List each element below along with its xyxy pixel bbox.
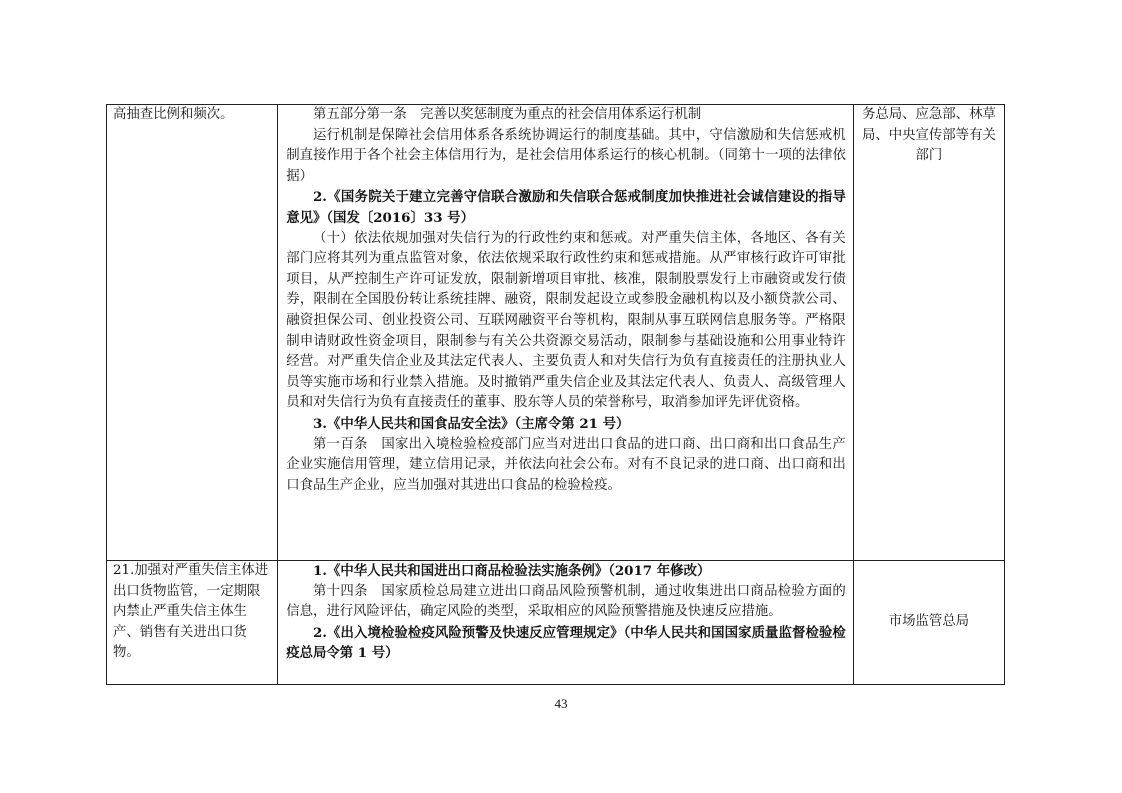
basis-paragraph: 第五部分第一条 完善以奖惩制度为重点的社会信用体系运行机制 [312, 107, 702, 122]
basis-paragraph: 第一百条 国家出入境检验检疫部门应当对进出口食品的进口商、出口商和出口食品生产企业实施信用管理，建立信用记录，并依法向社会公布。对有不良记录的进口商、出口商和出口食品生产企业，应当加强对其进出口食品的检验检疫。 [286, 436, 846, 493]
basis-paragraph: 第十四条 国家质检总局建立进出口商品风险预警机制，通过收集进出口商品检验方面的信息，进行风险评估，确定风险的类型，采取相应的风险预警措施及快速反应措施。 [286, 583, 846, 620]
table-row [107, 561, 1005, 685]
measure-cell [107, 105, 278, 561]
measure-cell [107, 561, 278, 685]
basis-heading: 2.《国务院关于建立完善守信联合激励和失信联合惩戒制度加快推进社会诚信建设的指导意见》（国发〔2016〕33 号） [286, 189, 846, 226]
legal-basis-cell [278, 561, 854, 685]
department-cell [853, 105, 1004, 561]
table-row [107, 105, 1005, 561]
measure-text: 高抽查比例和频次。 [113, 107, 234, 122]
basis-paragraph: 运行机制是保障社会信用体系各系统协调运行的制度基础。其中，守信激励和失信惩戒机制直接作用于各个社会主体信用行为，是社会信用体系运行的核心机制。（同第十一项的法律依据） [286, 127, 846, 184]
legal-basis-cell [278, 105, 854, 561]
basis-heading: 3.《中华人民共和国食品安全法》（主席令第 21 号） [312, 415, 630, 432]
measure-text: 21.加强对严重失信主体进出口货物监管，一定期限内禁止严重失信主体生产、销售有关进出口货物。 [113, 563, 269, 661]
department-cell [853, 561, 1004, 685]
page-number: 43 [554, 696, 568, 711]
basis-heading: 1.《中华人民共和国进出口商品检验法实施条例》（2017 年修改） [312, 563, 711, 579]
basis-paragraph: （十）依法依规加强对失信行为的行政性约束和惩戒。对严重失信主体，各地区、各有关部门应将其列为重点监管对象，依法依规采取行政性约束和惩戒措施。从严审核行政许可审批项目，从严控制生产许可证发放，限制新增项目审批、核准，限制股票发行上市融资或发行债券，限制在全国股份转让系统挂牌、融资，限制发起设立或参股金融机构以及小额贷款公司、融资担保公司、创业投资公司、互联网融资平台等机构，限制从事互联网信息服务等。严格限制申请财政性资金项目，限制参与有关公共资源交易活动，限制参与基础设施和公用事业特许经营。对严重失信企业及其法定代表人、主要负责人和对失信行为负有直接责任的注册执业人员等实施市场和行业禁入措施。及时撤销严重失信企业及其法定代表人、负责人、高级管理人员和对失信行为负有直接责任的董事、股东等人员的荣誉称号，取消参加评先评优资格。 [286, 230, 846, 411]
department-text: 市场监管总局 [888, 614, 970, 630]
department-text: 务总局、应急部、林草局、中央宣传部等有关部门 [861, 107, 996, 164]
basis-heading: 2.《出入境检验检疫风险预警及快速反应管理规定》（中华人民共和国国家质量监督检验检疫总局令第 1 号） [286, 624, 846, 662]
regulation-table [106, 104, 1005, 685]
